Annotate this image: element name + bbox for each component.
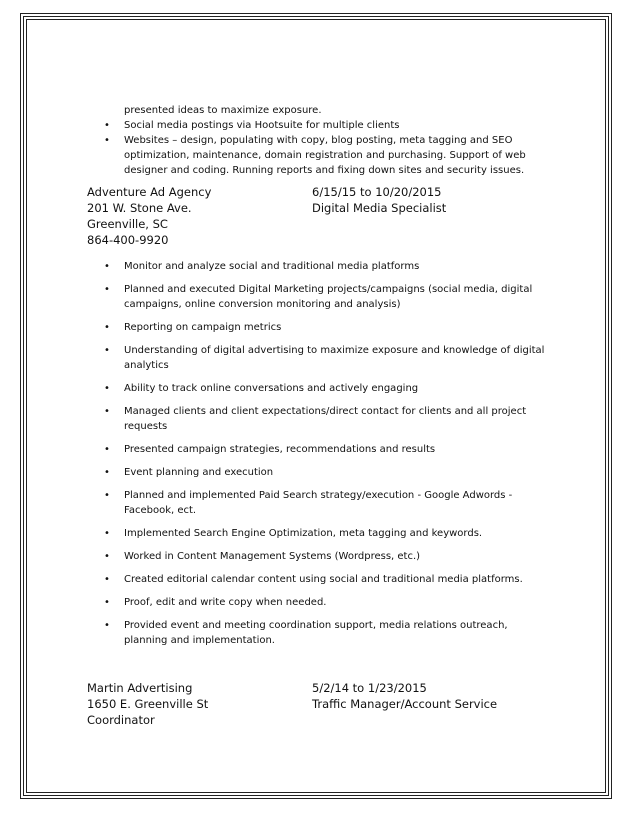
- bullet-icon: •: [104, 574, 110, 585]
- list-item: [0, 133, 554, 178]
- job1-duties-list: [0, 259, 554, 656]
- list-item: [0, 618, 554, 648]
- list-item: [0, 320, 554, 335]
- job2-company: Martin Advertising: [87, 681, 193, 695]
- bullet-icon: •: [104, 406, 110, 417]
- bullet-icon: •: [104, 620, 110, 631]
- bullet-icon: •: [104, 120, 110, 131]
- job1-title: Digital Media Specialist: [312, 201, 447, 215]
- bullet-icon: •: [104, 135, 110, 146]
- list-item: [0, 595, 554, 610]
- list-item: [0, 488, 554, 518]
- job2-title: Traffic Manager/Account Service: [312, 697, 498, 711]
- bullet-icon: •: [104, 444, 110, 455]
- list-item: [0, 118, 554, 133]
- list-item-text: Event planning and execution: [124, 467, 274, 478]
- list-item-text: Monitor and analyze social and traditional media platforms: [124, 261, 420, 272]
- top-bullet-list: [0, 118, 554, 178]
- bullet-icon: •: [104, 467, 110, 478]
- list-item-text: Created editorial calendar content using social and traditional media platforms.: [124, 574, 523, 585]
- bullet-icon: •: [104, 528, 110, 539]
- list-item-text: Implemented Search Engine Optimization, meta tagging and keywords.: [124, 528, 483, 539]
- continued-bullet-text: presented ideas to maximize exposure.: [124, 105, 322, 116]
- bullet-icon: •: [104, 345, 110, 356]
- job1-address: 201 W. Stone Ave.: [87, 201, 192, 215]
- list-item-text: Proof, edit and write copy when needed.: [124, 597, 327, 608]
- list-item: [0, 572, 554, 587]
- list-item-text: Managed clients and client expectations/direct contact for clients and all project requests: [124, 406, 527, 432]
- list-item-text: Presented campaign strategies, recommendations and results: [124, 444, 436, 455]
- job1-company: Adventure Ad Agency: [87, 185, 212, 199]
- bullet-icon: •: [104, 490, 110, 501]
- job2-role-line: Coordinator: [87, 713, 155, 727]
- bullet-icon: •: [104, 322, 110, 333]
- job1-city: Greenville, SC: [87, 217, 168, 231]
- list-item-text: Social media postings via Hootsuite for multiple clients: [124, 120, 400, 131]
- list-item-text: Ability to track online conversations and actively engaging: [124, 383, 419, 394]
- list-item-text: Planned and executed Digital Marketing projects/campaigns (social media, digital campaigns, online conversion monitoring and analysis): [124, 284, 533, 310]
- list-item: [0, 404, 554, 434]
- bullet-icon: •: [104, 597, 110, 608]
- bullet-icon: •: [104, 383, 110, 394]
- list-item: [0, 259, 554, 274]
- list-item-text: Planned and implemented Paid Search strategy/execution - Google Adwords -Facebook, ect.: [124, 490, 513, 516]
- list-item-text: Provided event and meeting coordination support, media relations outreach, planning and implementation.: [124, 620, 508, 646]
- list-item: [0, 465, 554, 480]
- list-item-text: Worked in Content Management Systems (Wordpress, etc.): [124, 551, 421, 562]
- list-item: [0, 442, 554, 457]
- list-item: [0, 282, 554, 312]
- list-item: [0, 343, 554, 373]
- list-item: [0, 549, 554, 564]
- bullet-icon: •: [104, 261, 110, 272]
- job2-dates: 5/2/14 to 1/23/2015: [312, 681, 427, 695]
- list-item-text: Reporting on campaign metrics: [124, 322, 282, 333]
- bullet-icon: •: [104, 284, 110, 295]
- list-item-text: Websites – design, populating with copy, blog posting, meta tagging and SEO optimization, maintenance, domain registration and purchasing. Support of web designer and coding. Running reports and fixing down sites and security issues.: [124, 135, 526, 176]
- list-item: [0, 381, 554, 396]
- job1-phone: 864-400-9920: [87, 233, 169, 247]
- list-item-text: Understanding of digital advertising to maximize exposure and knowledge of digital analytics: [124, 345, 545, 371]
- job1-dates: 6/15/15 to 10/20/2015: [312, 185, 442, 199]
- list-item: [0, 526, 554, 541]
- bullet-icon: •: [104, 551, 110, 562]
- job2-address: 1650 E. Greenville St: [87, 697, 209, 711]
